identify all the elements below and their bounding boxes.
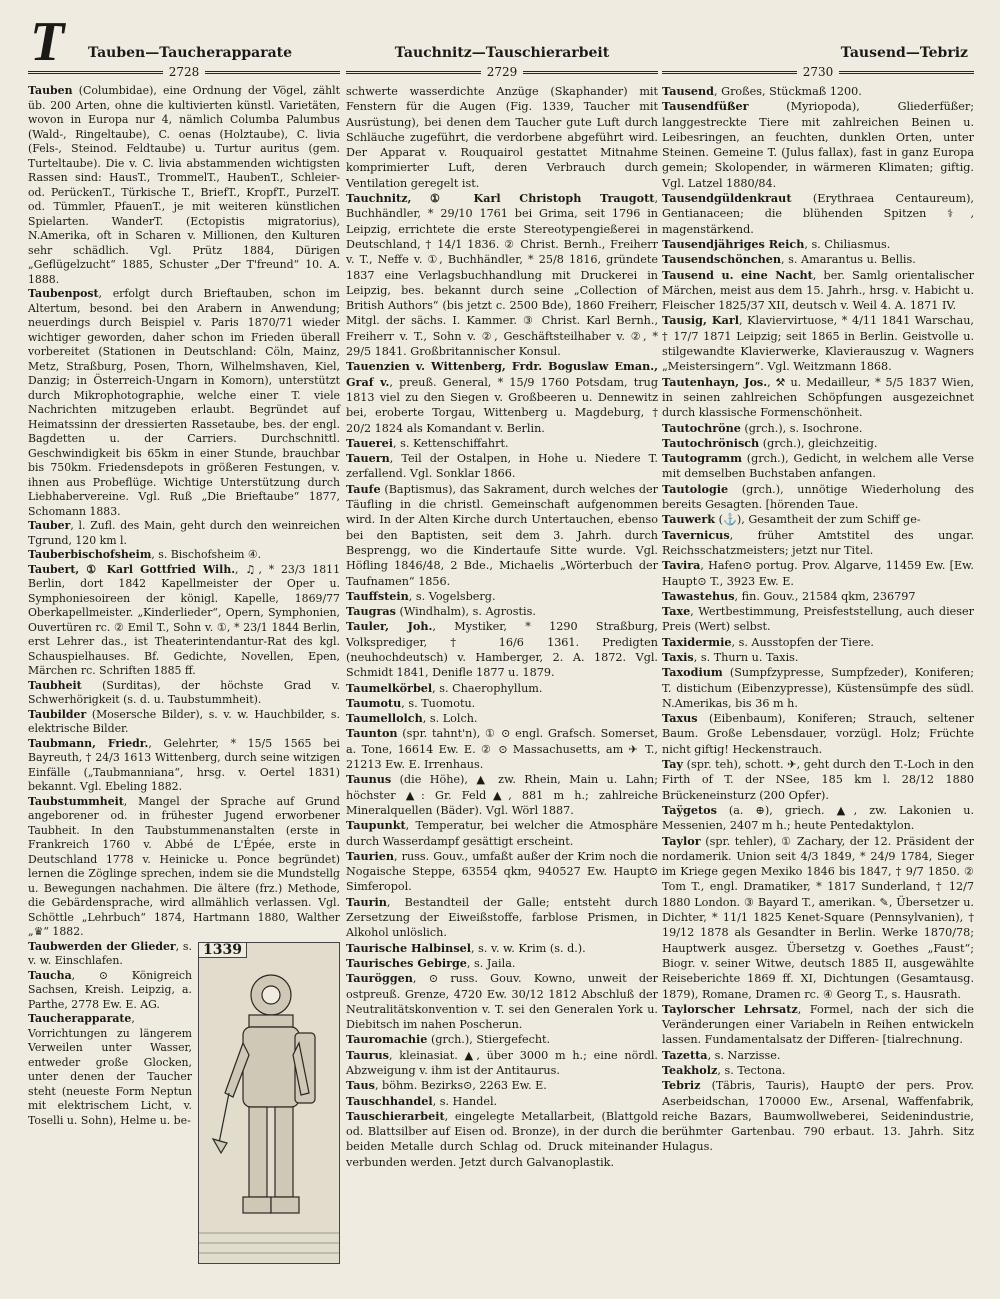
entry-term: Tausendgüldenkraut <box>662 191 792 206</box>
entry-term: Taumotu <box>346 695 402 710</box>
entry-text: (Täbris, Tauris), Haupt⊙ der pers. Prov. Aserbeidschan, 170000 Ew., Arsenal, Waffenfabrik, reiche Bazars, Baumwollweberei, Seidenindustrie, berühmter Gartenbau. 790 erbaut. 13. Jahrh. Sitz Hulagus. <box>662 1079 974 1154</box>
entry-text: , ♫, * 23/3 1811 Berlin, dort 1842 Kapellmeister der Oper u. Symphoniesoireen der königl. Kapelle, 1869/77 Oberkapellmeister. „Kinderlieder“, Opern, Symphonien, Ouvertüren rc. ② Emil T., Sohn v. ①, * 23/1 1844 Berlin, erst Lehrer das., ist Theaterintendantur-Rat des kgl. Schauspielhauses. Bf. Gedichte, Novellen, Epen, Märchen rc. Schriften 1885 ff. <box>28 562 340 677</box>
dictionary-entry <box>662 252 974 267</box>
dictionary-entry <box>662 650 974 665</box>
entry-term: Tausend u. eine Nacht <box>662 267 813 282</box>
dictionary-entry <box>662 482 974 513</box>
entry-text: , Mangel der Sprache auf Grund angeborener od. in frühester Jugend erworbener Taubheit. In den Taubstummenanstalten (erste in Frankreich 1760 v. Abbé de L'Épée, erste in Deutschland 1778 v. Heinicke u. Ponce begründet) lernen die Zöglinge sprechen, indem sie die Mundstellg u. Bewegungen nachahmen. Die ältere (frz.) Methode, die Gebärdensprache, wird allmählich verlassen. Vgl. Schöttle „Lehrbuch“ 1874, Hartmann 1880, Walther „♛“ 1882. <box>28 794 340 938</box>
entry-term: Tautogramm <box>662 451 742 466</box>
entry-text: , s. Bischofsheim ④. <box>151 548 262 561</box>
entry-text: , ⊙ Königreich Sachsen, Kreish. Leipzig, a. Parthe, 2778 Ew. E. AG. <box>28 968 192 1011</box>
entry-text: (spr. tahnt'n), ① ⊙ engl. Grafsch. Somerset, a. Tone, 16614 Ew. E. ② ⊙ Massachusetts, am ✈ T., 21213 Ew. E. Irrenhaus. <box>346 727 658 772</box>
entry-term: Taxis <box>662 649 694 664</box>
entry-term: Tauffstein <box>346 588 409 603</box>
entry-term: Tay <box>662 757 684 772</box>
entry-term: Taugras <box>346 604 396 619</box>
entry-text: , s. v. w. Einschlafen. <box>28 939 192 967</box>
entry-text: , s. Tuomotu. <box>401 696 476 710</box>
entry-text: , fin. Gouv., 21584 qkm, 236797 <box>734 589 916 603</box>
dictionary-entry <box>346 849 658 895</box>
entry-text: (grch.), Gedicht, in welchem alle Verse mit demselben Buchstaben anfangen. <box>662 452 974 481</box>
entry-term: Taumelkörbel <box>346 680 433 695</box>
entry-term: Tazetta <box>662 1047 708 1062</box>
column-3-page-number: 2730 <box>662 64 974 80</box>
entry-text: , Teil der Ostalpen, in Hohe u. Niedere T. zerfallend. Vgl. Sonklar 1866. <box>346 452 658 481</box>
entry-text: , s. Chaerophyllum. <box>432 681 543 695</box>
entry-term: Tavernicus <box>662 527 730 542</box>
entry-text: (grch.), s. Isochrone. <box>740 421 863 435</box>
entry-term: Taubmann, Friedr. <box>28 736 149 750</box>
dictionary-entry <box>346 1078 658 1093</box>
entry-term: Taubwerden der Glieder <box>28 939 176 953</box>
entry-term: Taurin <box>346 894 387 909</box>
entry-term: Taufe <box>346 481 381 496</box>
entry-text: , s. Chiliasmus. <box>804 237 891 251</box>
entry-term: Tausend <box>662 84 715 98</box>
entry-term: Tebriz <box>662 1078 701 1093</box>
entry-text: , Gelehrter, * 15/5 1565 bei Bayreuth, † 24/3 1613 Wittenberg, durch seine witzigen Einfälle („Taubmanniana“, hrsg. v. Oertel 1831) bekannt. Vgl. Ebeling 1882. <box>28 736 341 793</box>
entry-text: , früher Amtstitel des ungar. Reichsschatzmeisters; jetzt nur Titel. <box>662 528 974 557</box>
dictionary-entry <box>346 1109 658 1170</box>
dictionary-entry <box>28 679 340 708</box>
entry-text: , Mystiker, * 1290 Straßburg, Volksprediger, † 16/6 1361. Predigten (neuhochdeutsch) v. Hamberger, 2. A. 1872. Vgl. Schmidt 1841, Denifle 1877 u. 1879. <box>346 620 658 680</box>
entry-text: (Columbidae), eine Ordnung der Vögel, zählt üb. 200 Arten, ohne die kultivierten künstl. Varietäten, wovon in Europa nur 4, nämlich Columba Palumbus (Wald-, Ringeltaube), C. oenas (Holztaube), C. livia (Fels-, Steinod. Feldtaube) u. Turtur auritus (gem. Turteltaube). Die v. C. livia abstammenden wichtigsten Rassen sind: HausT., TrommelT., HaubenT., Schleier- od. PerückenT., Türkische T., BriefT., KropfT., PurzelT. od. Tümmler, PfauenT., je mit weiteren künstlichen Spielarten. WanderT. (Ectopistis migratorius), N.Amerika, oft in Scharen v. Millionen, den Kulturen sehr schädlich. Vgl. Prütz 1884, Dürigen „Geflügelzucht“ 1885, Schuster „Der T'freund“ 10. A. 1888. <box>28 84 340 286</box>
dictionary-entry <box>662 375 974 421</box>
entry-term: Taxidermie <box>662 634 732 649</box>
column-3-entries <box>662 84 974 1155</box>
entry-text: , böhm. Bezirks⊙, 2263 Ew. E. <box>374 1079 547 1093</box>
dictionary-entry <box>346 726 658 772</box>
entry-text: , Bestandteil der Galle; entsteht durch Zersetzung der Eiweißstoffe, farblose Prismen, in Alkohol unlöslich. <box>346 895 658 940</box>
entry-text: (grch.), gleichzeitig. <box>759 436 878 450</box>
entry-text: , Klaviervirtuose, * 4/11 1841 Warschau, † 17/7 1871 Leipzig; seit 1865 in Berlin. Geistvolle u. stilgewandte Klavierwerke, Klavierauszug v. Wagners „Meistersingern“. Vgl. Weitzmann 1868. <box>662 314 974 374</box>
entry-text: (die Höhe), ▲ zw. Rhein, Main u. Lahn; höchster ▲: Gr. Feld▲, 881 m h.; zahlreiche Mineralquellen (Bäder). Vgl. Wörl 1887. <box>346 773 658 817</box>
entry-text: (spr. teh), schott. ✈, geht durch den T.-Loch in den Firth of T. der NSee, 185 km l. 28/12 1880 Brückeneinsturz (200 Opfer). <box>662 758 974 802</box>
entry-term: Taubheit <box>28 678 82 692</box>
figure-number: 1339 <box>199 943 247 959</box>
entry-term: Tauberbischofsheim <box>28 548 152 561</box>
dictionary-entry <box>346 482 658 589</box>
dictionary-entry <box>28 940 340 969</box>
entry-term: Tauwerk <box>662 512 716 527</box>
entry-term: Taxus <box>662 711 698 726</box>
dictionary-entry <box>662 1002 974 1048</box>
column-2-entries <box>346 84 658 1170</box>
entry-text: , s. v. w. Krim (s. d.). <box>470 941 586 955</box>
dictionary-entry <box>662 451 974 482</box>
dictionary-entry <box>346 772 658 818</box>
dictionary-entry <box>28 519 340 548</box>
dictionary-entry <box>662 1063 974 1078</box>
dictionary-entry <box>662 757 974 803</box>
dictionary-entry <box>662 528 974 559</box>
entry-text: (a. ⊕), griech. ▲, zw. Lakonien u. Messenien, 2407 m h.; heute Pentedaktylon. <box>662 803 974 833</box>
entry-text: , ⊙ russ. Gouv. Kowno, unweit der ostpreuß. Grenze, 4720 Ew. 30/12 1812 Abschluß der Neutralitätskonvention v. T. sei den Generalen York u. Diebitsch im nahen Poscherun. <box>346 972 658 1032</box>
entry-term: Taubert, ① Karl Gottfried Wilh. <box>28 562 236 576</box>
entry-term: Tauenzien v. Wittenberg, Frdr. Boguslaw Eman., Graf v. <box>346 359 658 389</box>
column-1 <box>28 42 340 1266</box>
dictionary-entry <box>346 589 658 604</box>
entry-term: Taunton <box>346 726 398 741</box>
column-1-header: Tauben—Taucherapparate <box>88 45 293 61</box>
entry-text: , Hafen⊙ portug. Prov. Algarve, 11459 Ew. [Ew. Haupt⊙ T., 3923 Ew. E. <box>662 559 974 588</box>
dictionary-entry <box>346 619 658 680</box>
entry-text: , s. Tectona. <box>717 1064 786 1077</box>
dictionary-entry <box>346 941 658 956</box>
entry-text: , s. Jaila. <box>466 956 516 970</box>
entry-term: Taurisches Gebirge <box>346 955 467 970</box>
entry-term: Tauler, Joh. <box>346 619 433 634</box>
entry-text: , s. Narzisse. <box>707 1048 781 1062</box>
entry-text: , s. Vogelsberg. <box>408 589 496 603</box>
entry-text: (grch.), unnötige Wiederholung des bereits Gesagten. [hörenden Taue. <box>662 482 974 512</box>
dictionary-entry <box>662 803 974 834</box>
dictionary-entry <box>662 436 974 451</box>
entry-term: Taurien <box>346 848 395 863</box>
entry-term: Tauchnitz, ① Karl Christoph Traugott <box>346 191 655 206</box>
dictionary-entry <box>346 956 658 971</box>
dictionary-entry <box>662 512 974 527</box>
entry-text: , Wertbestimmung, Preisfeststellung, auch dieser Preis (Wert) selbst. <box>662 605 974 634</box>
dictionary-entry <box>662 237 974 252</box>
entry-text: , ber. Samlg orientalischer Märchen, meist aus dem 15. Jahrh., hrsg. v. Habicht u. Fleischer 1825/37 XII, deutsch v. Weil 4. A. 1871 IV. <box>662 268 975 313</box>
entry-text: , Formel, nach der sich die Veränderungen einer Variabeln in Reihen entwickeln lassen. Fundamentalsatz der Differen- [tialrechnung. <box>662 1002 975 1047</box>
entry-term: Taylorscher Lehrsatz <box>662 1001 798 1016</box>
dictionary-entry <box>662 268 974 314</box>
dictionary-entry <box>662 191 974 237</box>
entry-term: Tautologie <box>662 481 729 496</box>
dictionary-entry <box>662 558 974 589</box>
entry-term: Tausendschönchen <box>662 252 782 267</box>
dictionary-entry <box>662 99 974 191</box>
dictionary-entry <box>346 818 658 849</box>
entry-term: Taunus <box>346 772 392 787</box>
entry-term: Taylor <box>662 833 701 848</box>
entry-text: , s. Handel. <box>432 1094 498 1108</box>
dictionary-entry <box>346 1032 658 1047</box>
diver-figure <box>198 942 340 1264</box>
entry-text: , Großes, Stückmaß 1200. <box>714 85 862 98</box>
entry-term: Taxodium <box>662 665 723 680</box>
entry-term: Tauromachie <box>346 1032 428 1047</box>
dictionary-entry <box>346 895 658 941</box>
entry-term: Taurus <box>346 1047 389 1062</box>
entry-text: (grch.), Stiergefecht. <box>427 1033 551 1047</box>
dictionary-entry <box>346 84 658 191</box>
entry-text: (Myriopoda), Gliederfüßer; langgestreckte Tiere mit zahlreichen Beinen u. Leibesringen, an feuchten, dunklen Orten, unter Steinen. Gemeine T. (Julus fallax), fast in ganz Europa gemein; Skolopender, in wärmeren Klimaten; giftig. Vgl. Latzel 1880/84. <box>662 100 974 190</box>
column-2-page-number: 2729 <box>346 64 658 80</box>
dictionary-entry <box>28 563 340 679</box>
entry-term: Taupunkt <box>346 818 406 833</box>
dictionary-entry <box>346 359 658 435</box>
column-3-header: Tausend—Tebriz <box>840 45 968 61</box>
entry-term: Tautenhayn, Jos. <box>662 374 768 389</box>
entry-text: (Baptismus), das Sakrament, durch welches der Täufling in die christl. Gemeinschaft aufgenommen wird. In der Alten Kirche durch Untertauchen, ebenso bei den Baptisten, seit dem 3. Jahrh. durch Besprengg, wo die Kindertaufe Sitte wurde. Vgl. Höfling 1846/48, 2 Bde., Michaelis „Wörterbuch der Taufnamen“ 1856. <box>346 482 658 588</box>
entry-text: (Windhalm), s. Agrostis. <box>395 605 536 619</box>
entry-text: , Temperatur, bei welcher die Atmosphäre durch Wasserdampf gesättigt erscheint. <box>346 819 658 848</box>
entry-text: (Surditas), der höchste Grad v. Schwerhörigkeit (s. d. u. Taubstummheit). <box>28 678 340 706</box>
dictionary-entry <box>662 1048 974 1063</box>
entry-text: (⚓), Gesamtheit der zum Schiff ge- <box>715 513 921 527</box>
column-2 <box>346 42 658 1170</box>
entry-term: Taubenpost <box>28 287 99 300</box>
entry-text: , s. Thurn u. Taxis. <box>693 650 799 664</box>
dictionary-entry <box>346 1094 658 1109</box>
entry-term: Tauerei <box>346 435 394 450</box>
dictionary-entry <box>662 313 974 374</box>
dictionary-entry <box>346 696 658 711</box>
entry-term: Tausendfüßer <box>662 99 749 114</box>
entry-text: (Mosersche Bilder), s. v. w. Hauchbilder, s. elektrische Bilder. <box>28 707 340 735</box>
dictionary-entry <box>662 421 974 436</box>
entry-text: (Sumpfzypresse, Sumpfzeder), Koniferen; T. distichum (Eibenzypresse), Küstensümpfe des südl. N.Amerikas, bis 36 m h. <box>662 666 974 710</box>
entry-term: Taumellolch <box>346 711 423 726</box>
dictionary-entry <box>346 711 658 726</box>
entry-text: , preuß. General, * 15/9 1760 Potsdam, trug 1813 viel zu den Siegen v. Großbeeren u. Dennewitz bei, eroberte Torgau, Wittenberg u. Magdeburg, † 20/2 1824 als Komandant v. Berlin. <box>346 375 658 435</box>
entry-text: , s. Amarantus u. Bellis. <box>781 253 916 267</box>
entry-term: Tautochrönisch <box>662 435 760 450</box>
entry-text: , eingelegte Metallarbeit, (Blattgold od. Blattsilber auf Eisen od. Bronze), in der durch die beiden Metalle durch Schlag od. Druck miteinander verbunden werden. Jetzt durch Galvanoplastik. <box>346 1109 658 1169</box>
entry-term: Tauröggen <box>346 971 413 986</box>
entry-text: schwerte wasserdichte Anzüge (Skaphander) mit Fenstern für die Augen (Fig. 1339, Taucher mit Ausrüstung), bei denen dem Taucher gute Luft durch Schläuche zugeführt, die verdorbene abgeführt wird. Der Apparat v. Rouquairol gestattet Mitnahme komprimierter Luft, deren Verbrauch durch Ventilation geregelt ist. <box>346 85 658 190</box>
entry-term: Taucherapparate <box>28 1012 132 1025</box>
dictionary-entry <box>662 84 974 99</box>
dictionary-entry <box>28 795 340 940</box>
dictionary-entry <box>28 84 340 287</box>
entry-term: Taurische Halbinsel <box>346 940 471 955</box>
entry-text: , s. Kettenschiffahrt. <box>393 436 509 450</box>
dictionary-entry <box>662 834 974 1002</box>
entry-term: Tausig, Karl <box>662 313 739 328</box>
entry-term: Taubstummheit <box>28 794 124 808</box>
entry-text: , Vorrichtungen zu längerem Verweilen unter Wasser, entweder große Glocken, unter denen der Taucher steht (neueste Form Neptun mit elektrischem Licht, v. Toselli u. Sohn), Helme u. be- <box>28 1012 192 1127</box>
entry-term: Tauben <box>28 84 73 97</box>
entry-term: Tauern <box>346 451 390 466</box>
entry-term: Taucha <box>28 968 72 982</box>
entry-text: , ⚒ u. Medailleur, * 5/5 1837 Wien, in seinen zahlreichen Schöpfungen ausgezeichnet durch klassische Formenschönheit. <box>662 375 974 420</box>
entry-text: , Buchhändler, * 29/10 1761 bei Grima, seit 1796 in Leipzig, errichtete die erste Stereotypengießerei in Deutschland, † 14/1 1836. ② Christ. Bernh., Freiherr v. T., Neffe v. ①, Buchhändler, * 25/8 1816, gründete 1837 eine Verlagsbuchhandlung mit Druckerei in Leipzig, bes. bekannt durch seine „Collection of British Authors“ (bis jetzt c. 2500 Bde), 1860 Freiherr, Mitgl. der sächs. I. Kammer. ③ Christ. Karl Bernh., Freiherr v. T., Sohn v. ②, Geschäftsteilhaber v. ②, * 29/5 1841. Großbritannischer Konsul. <box>346 192 658 359</box>
entry-term: Taÿgetos <box>662 802 717 817</box>
section-letter: T <box>30 11 65 73</box>
entry-text: (Erythraea Centaureum), Gentianaceen; die blühenden Spitzen ⚕, magenstärkend. <box>662 192 974 236</box>
dictionary-entry <box>346 436 658 451</box>
diver-illustration-icon <box>199 943 339 1263</box>
column-3 <box>662 42 974 1155</box>
dictionary-entry <box>662 604 974 635</box>
dictionary-entry <box>28 287 340 519</box>
entry-term: Taus <box>346 1078 375 1093</box>
entry-term: Tawastehus <box>662 588 735 603</box>
dictionary-entry <box>662 665 974 711</box>
column-2-header: Tauchnitz—Tauschierarbeit <box>394 45 610 61</box>
dictionary-entry <box>346 604 658 619</box>
entry-term: Tautochröne <box>662 420 741 435</box>
entry-text: , kleinasiat. ▲, über 3000 m h.; eine nördl. Abzweigung v. ihm ist der Antitaurus. <box>346 1048 658 1077</box>
dictionary-entry <box>662 589 974 604</box>
entry-text: , s. Lolch. <box>422 712 478 726</box>
entry-term: Tauschhandel <box>346 1093 433 1108</box>
entry-text: , l. Zufl. des Main, geht durch den weinreichen Tgrund, 120 km l. <box>28 519 340 547</box>
entry-term: Tauschierarbeit <box>346 1108 445 1123</box>
column-1-entries <box>28 84 340 1128</box>
dictionary-entry <box>28 737 340 795</box>
entry-term: Tauber <box>28 519 71 532</box>
dictionary-entry <box>346 1048 658 1079</box>
dictionary-entry <box>28 708 340 737</box>
entry-term: Tavira <box>662 558 701 573</box>
entry-term: Teakholz <box>662 1063 718 1077</box>
dictionary-entry <box>346 971 658 1032</box>
dictionary-entry <box>662 635 974 650</box>
column-1-page-number: 2728 <box>28 64 340 80</box>
entry-term: Taxe <box>662 604 691 619</box>
entry-text: (spr. tehler), ① Zachary, der 12. Präsident der nordamerik. Union seit 4/3 1849, * 24/9 1784, Sieger im Kriege gegen Mexiko 1846 bis 1847, † 9/7 1850. ② Tom T., engl. Dramatiker, * 1817 Sunderland, † 12/7 1880 London. ③ Bayard T., amerikan. ✎, Übersetzer u. Dichter, * 11/1 1825 Kenet-Square (Pennsylvanien), † 19/12 1878 als Gesandter in Berlin. Werke 1870/78; Hauptwerk ausgez. Übersetzg v. Goethes „Faust“; Biogr. v. seiner Witwe, deutsch 1885 II, ausgewählte Reiseberichte 1869 ff. XI, Dichtungen (Gesamtausg. 1879), Romane, Dramen rc. ④ Georg T., s. Hausrath. <box>662 834 974 1001</box>
entry-term: Taubilder <box>28 707 87 721</box>
entry-text: , russ. Gouv., umfaßt außer der Krim noch die Nogaische Steppe, 63554 qkm, 940527 Ew. Haupt⊙ Simferopol. <box>346 849 658 894</box>
dictionary-entry <box>346 191 658 359</box>
dictionary-entry <box>662 711 974 757</box>
dictionary-entry <box>346 451 658 482</box>
entry-text: (Eibenbaum), Koniferen; Strauch, seltener Baum. Große Lebensdauer, vorzügl. Holz; Früchte nicht giftig! Heckenstrauch. <box>662 712 974 756</box>
dictionary-entry <box>662 1078 974 1154</box>
entry-text: , erfolgt durch Brieftauben, schon im Altertum, besond. bei den Arabern in Anwendung; neuerdings durch Beispiel v. Paris 1870/71 wieder wichtiger geworden, daher schon im Frieden überall vorbereitet (Stationen in Deutschland: Cöln, Mainz, Metz, Straßburg, Posen, Thorn, Wilhelmshaven, Kiel, Danzig; in Österreich-Ungarn in Komorn), unterstützt durch Mikrophotographie, welche einer T. viele Nachrichten mitzugeben erlaubt. Begründet auf Heimatssinn der dressierten Rassetaube, bes. der engl. Bagdetten u. der Carriers. Durchschnittl. Geschwindigkeit bis 65km in einer Stunde, brauchbar bis 750km. Friedensdepots in größeren Festungen, v. ihnen aus Probeflüge. Wichtige Unterstützung durch Liebhabervereine. Vgl. Ruß „Die Brieftaube“ 1877, Schomann 1883. <box>28 287 340 518</box>
entry-term: Tausendjähriges Reich <box>662 236 805 251</box>
entry-text: , s. Ausstopfen der Tiere. <box>731 635 874 649</box>
dictionary-entry <box>346 681 658 696</box>
dictionary-entry <box>28 548 340 563</box>
